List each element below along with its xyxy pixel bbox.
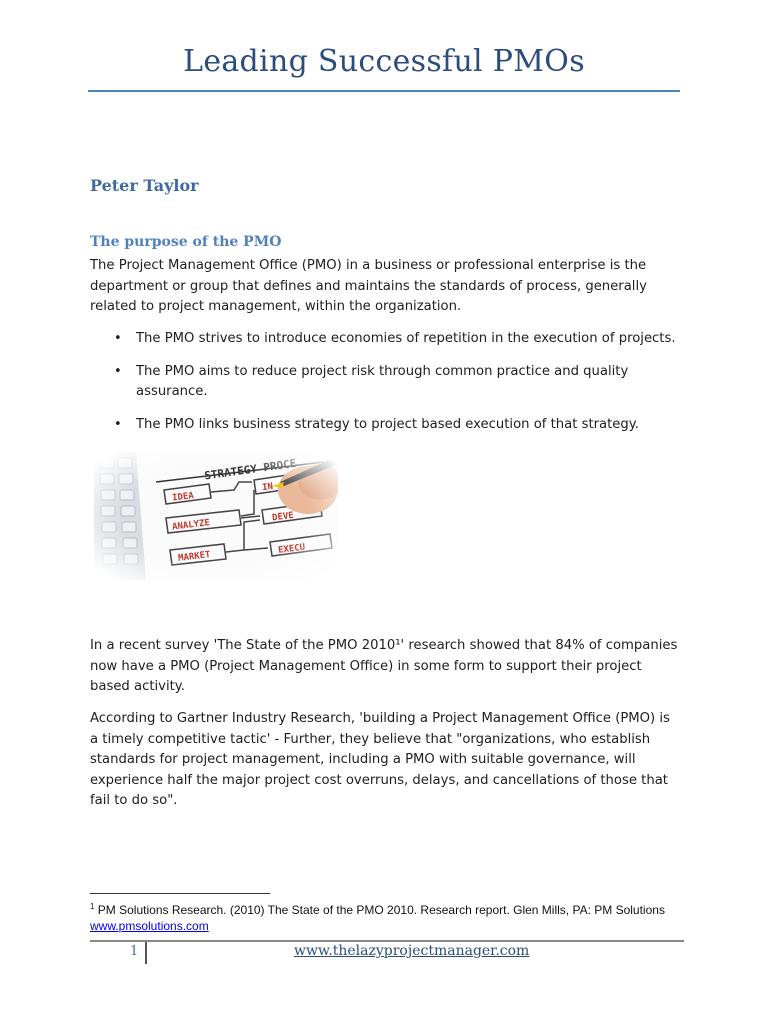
footnote-text: PM Solutions Research. (2010) The State of the PMO 2010. Research report. Glen Mills, PA: PM Solutions [94, 903, 665, 917]
gartner-paragraph: According to Gartner Industry Research, 'building a Project Management Office (PMO) is a timely competitive tactic' - Further, they believe that "organizations, who establish standards for project management, including a PMO with suitable governance, will experience half the major project cost overruns, delays, and cancellations of those that fail to do so". [90, 711, 670, 808]
intro-paragraph: The Project Management Office (PMO) in a business or professional enterprise is the department or group that defines and maintains the standards of process, generally related to project management, within the organization. [90, 258, 647, 314]
list-item [90, 415, 690, 436]
bullet-icon: • [114, 331, 122, 346]
list-item [90, 362, 690, 403]
document-title: Leading Successful PMOs [183, 44, 585, 79]
bullet-text: The PMO strives to introduce economies of repetition in the execution of projects. [136, 331, 676, 346]
bullet-list [90, 329, 690, 435]
bullet-icon: • [114, 416, 122, 432]
footnote-link[interactable]: www.pmsolutions.com [90, 919, 209, 933]
bullet-text: The PMO aims to reduce project risk through common practice and quality assurance. [136, 363, 629, 399]
footnote-separator [90, 893, 270, 894]
survey-paragraph: In a recent survey 'The State of the PMO 2010¹' research showed that 84% of companies now have a PMO (Project Management Office) in some form to support their project based activity. [90, 638, 678, 694]
bullet-icon: • [114, 363, 122, 379]
page-number: 1 [130, 944, 139, 959]
author-name: Peter Taylor [90, 176, 199, 195]
title-underline [88, 90, 680, 92]
bullet-text: The PMO links business strategy to project based execution of that strategy. [136, 416, 639, 432]
footnote-marker: 1 [90, 902, 95, 911]
footer-rule [90, 940, 684, 942]
list-item [90, 329, 690, 350]
section-heading: The purpose of the PMO [90, 234, 282, 250]
strategy-process-photo [94, 452, 338, 580]
footnote [90, 899, 690, 934]
footer-website-link[interactable]: www.thelazyprojectmanager.com [294, 943, 530, 959]
page-number-separator [145, 942, 147, 964]
